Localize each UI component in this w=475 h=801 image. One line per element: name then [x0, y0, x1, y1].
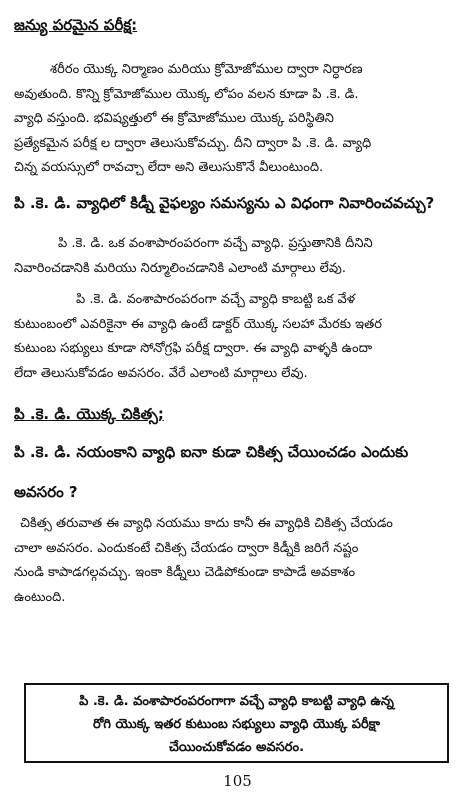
section-heading-treatment: పి .కె. డి. యొక్క చికిత్స; — [14, 405, 164, 423]
text-line: పి .కె. డి. ఒక వంశాపారంపరంగా వచ్చే వ్యాధి. ప్రస్తుతానికి దీనిని — [58, 236, 373, 251]
text-line: శరీరం యొక్క నిర్మాణం మరియు క్రోమోజోముల ద్వారా నిర్ధారణ — [50, 62, 363, 77]
page-number: 105 — [223, 772, 252, 790]
question-line-1: పి .కె. డి. నయంకాని వ్యాధి ఐనా కుడా చికిత్స చేయించడం ఎందుకు — [14, 443, 409, 461]
callout-line: పి .కె. డి. వంశాపారంపరంగాగా వచ్చే వ్యాధి కాబట్టి వ్యాధి ఉన్న — [79, 694, 394, 709]
section-heading-genetic-test: జన్యు పరమైన పరీక్ష: — [14, 16, 138, 34]
callout-box — [24, 683, 449, 763]
text-line: కుటుంబ సభ్యులు కూడా సోనోగ్రఫి పరీక్ష ద్వారా. ఈ వ్యాధి వాళ్ళకి ఉందా — [14, 341, 373, 356]
text-line: అవుతుంది. కొన్ని క్రోమోజోముల యొక్క లోపం వలన కూడా పి .కె. డి. — [14, 86, 359, 102]
paragraph-prevention-1 — [14, 232, 460, 281]
text-line: చికిత్స తరువాత ఈ వ్యాధి నయము కాదు కానీ ఈ వ్యాధికి చికిత్స చేయడం — [20, 516, 393, 531]
callout-line: రోగి యొక్క ఇతర కుటుంబ సభ్యులు వ్యాధి యొక్క పరీక్షా — [92, 717, 381, 732]
text-line: చాలా అవసరం. ఎందుకంటే చికిత్స చేయడం ద్వారా కిడ్నీకి జరిగే నష్టం — [14, 540, 359, 556]
text-line: నివారించడానికి మరియు నిర్మూలించడానికి ఎలాంటి మార్గాలు లేవు. — [14, 260, 347, 276]
section-heading-kidney-failure-prevention: పి .కె. డి. వ్యాధిలో కిడ్నీ వైఫల్యం సమస్యను ఎ విధంగా నివారించవచ్చు? — [14, 194, 435, 212]
text-line: ప్రత్యేకమైన పరీక్ష ల ద్వారా తెలుసుకోవచ్చు. దీని ద్వారా పి .కె. డి. వ్యాధి — [14, 135, 372, 151]
text-line: నుండి కాపాడగల్గవచ్చు. ఇంకా కిడ్నీలు చెడిపోకుండా కాపాడే అవకాశం — [14, 565, 356, 580]
text-line: పి .కె. డి. వంశాపారంపరంగా వచ్చే వ్యాధి కాబట్టి ఒక వేళ — [76, 292, 356, 307]
paragraph-treatment — [14, 512, 460, 610]
paragraph-genetic-test — [14, 58, 460, 181]
text-line: వ్యాధి వస్తుంది. భవిష్యత్తులో ఈ క్రోమోజోముల యొక్క పరిస్థితిని — [14, 111, 334, 126]
question-line-2: అవసరం ? — [14, 483, 78, 501]
text-line: కుటుంబంలో ఎవరికైనా ఈ వ్యాధి ఉంటే డాక్టర్ యొక్క సలహా మేరకు ఇతర — [14, 316, 382, 332]
paragraph-prevention-2 — [14, 288, 460, 386]
callout-line: చేయించుకోవడం అవసరం. — [168, 740, 305, 755]
text-line: చిన్న వయస్సులో రావచ్చా లేదా అని తెలుసుకొనే వీలుంటుంది. — [14, 160, 324, 175]
text-line: ఉంటుంది. — [14, 589, 66, 605]
text-line: లేదా తెలుసుకోవడం అవసరం. వేరే ఎలాంటి మార్గాలు లేవు. — [14, 365, 308, 381]
